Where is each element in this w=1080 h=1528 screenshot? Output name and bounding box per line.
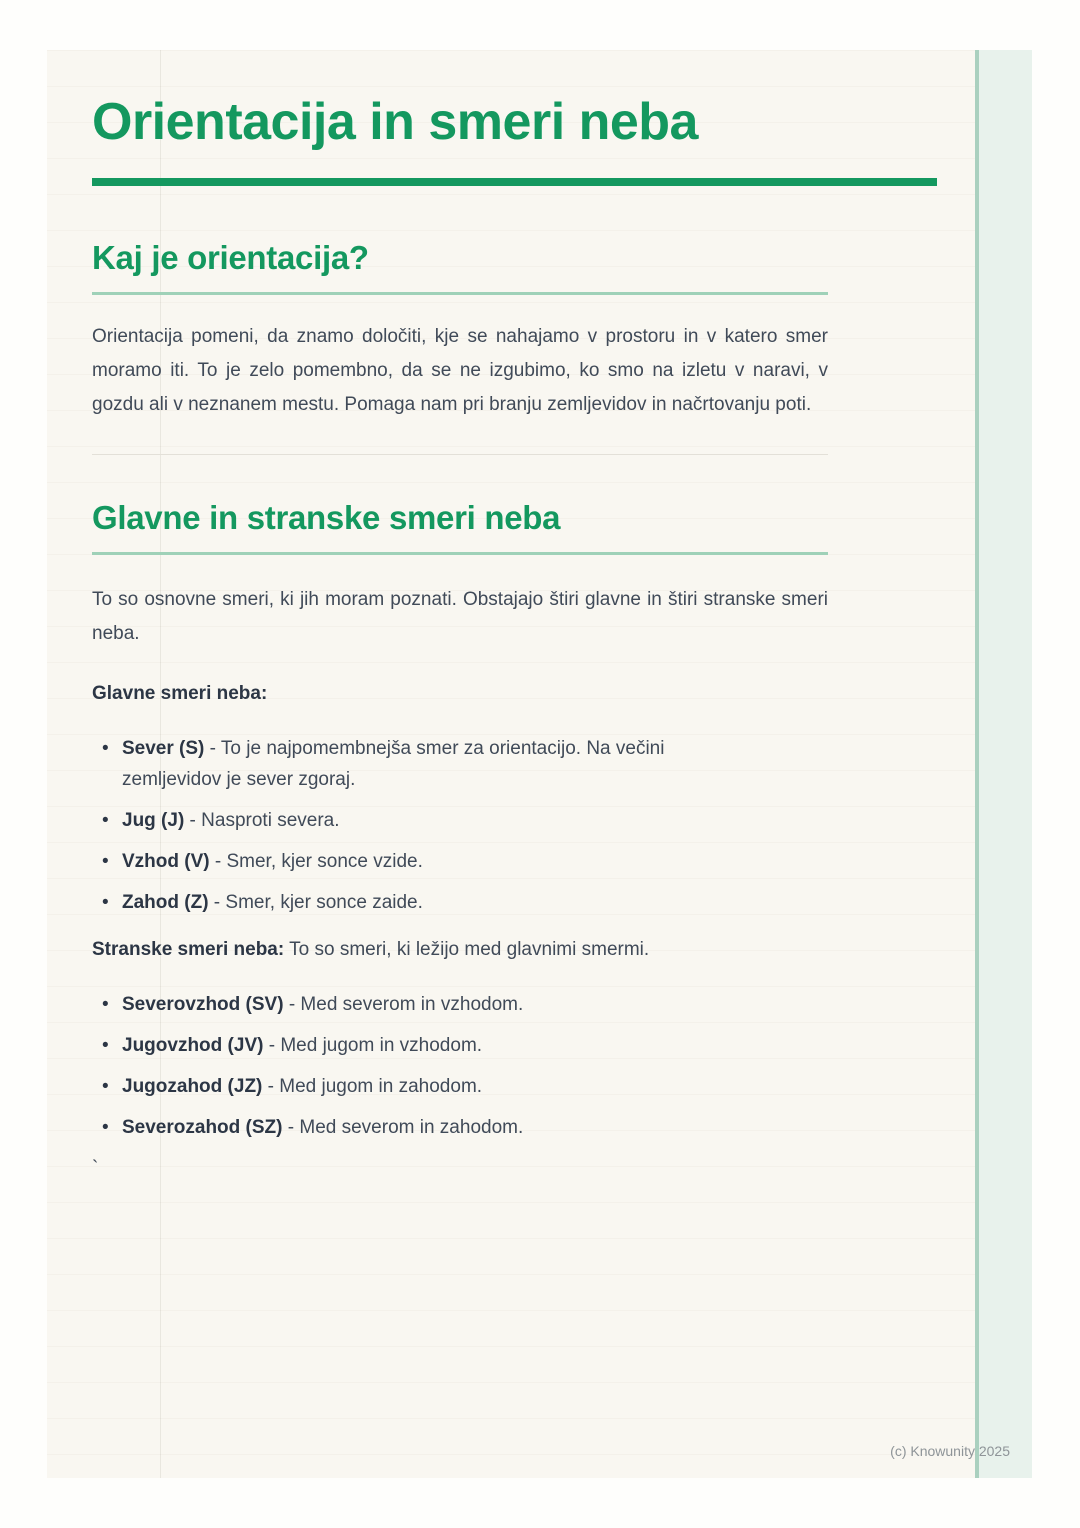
stray-backtick-mark: `	[92, 1158, 99, 1179]
direction-term: Jug (J)	[122, 810, 185, 831]
direction-desc: - Smer, kjer sonce vzide.	[209, 851, 423, 872]
direction-desc: - Nasproti severa.	[184, 810, 340, 831]
page-title: Orientacija in smeri neba	[92, 93, 698, 151]
main-directions-label: Glavne smeri neba:	[92, 683, 268, 704]
section-heading-glavne-in-stranske: Glavne in stranske smeri neba	[92, 499, 561, 536]
direction-term: Jugovzhod (JV)	[122, 1035, 264, 1056]
list-item-jugovzhod	[122, 1030, 762, 1061]
direction-desc: - Smer, kjer sonce zaide.	[208, 892, 423, 913]
direction-term: Zahod (Z)	[122, 892, 209, 913]
direction-desc: - Med jugom in vzhodom.	[263, 1035, 483, 1056]
copyright-credit: (c) Knowunity 2025	[890, 1443, 1010, 1459]
section-divider	[92, 454, 828, 455]
direction-term: Sever (S)	[122, 738, 205, 759]
list-item-severozahod	[122, 1112, 762, 1143]
section-underline	[92, 552, 828, 555]
side-directions-label-bold: Stranske smeri neba:	[92, 939, 285, 960]
direction-desc: - Med severom in zahodom.	[282, 1117, 524, 1138]
direction-term: Severozahod (SZ)	[122, 1117, 283, 1138]
list-item-vzhod	[122, 846, 762, 877]
side-directions-label	[92, 934, 828, 965]
section-paragraph: Orientacija pomeni, da znamo določiti, kje se nahajamo v prostoru in v katero smer moramo iti. To je zelo pomembno, da se ne izgubimo, ko smo na izletu v naravi, v gozdu ali v neznanem mestu. Pomaga nam pri branju zemljevidov in načrtovanju poti.	[92, 326, 828, 415]
document-content	[47, 50, 873, 1184]
list-item-sever	[122, 733, 762, 795]
direction-term: Jugozahod (JZ)	[122, 1076, 263, 1097]
page-edge-strip	[975, 50, 1032, 1478]
direction-term: Severovzhod (SV)	[122, 994, 284, 1015]
section-paragraph: To so osnovne smeri, ki jih moram poznati. Obstajajo štiri glavne in štiri stranske smeri neba.	[92, 589, 828, 644]
title-rule	[92, 178, 937, 186]
document-page	[47, 50, 1032, 1478]
section-heading-kaj-je-orientacija: Kaj je orientacija?	[92, 239, 369, 276]
section-underline	[92, 292, 828, 295]
direction-desc: - To je najpomembnejša smer za orientacijo. Na večini zemljevidov je sever zgoraj.	[122, 738, 665, 790]
direction-desc: - Med severom in vzhodom.	[283, 994, 524, 1015]
direction-term: Vzhod (V)	[122, 851, 210, 872]
side-directions-label-rest: To so smeri, ki ležijo med glavnimi smermi.	[284, 939, 650, 960]
list-item-severovzhod	[122, 989, 762, 1020]
list-item-jugozahod	[122, 1071, 762, 1102]
list-item-zahod	[122, 887, 762, 918]
direction-desc: - Med jugom in zahodom.	[262, 1076, 483, 1097]
main-directions-list	[92, 733, 802, 918]
side-directions-list	[92, 989, 802, 1143]
list-item-jug	[122, 805, 762, 836]
